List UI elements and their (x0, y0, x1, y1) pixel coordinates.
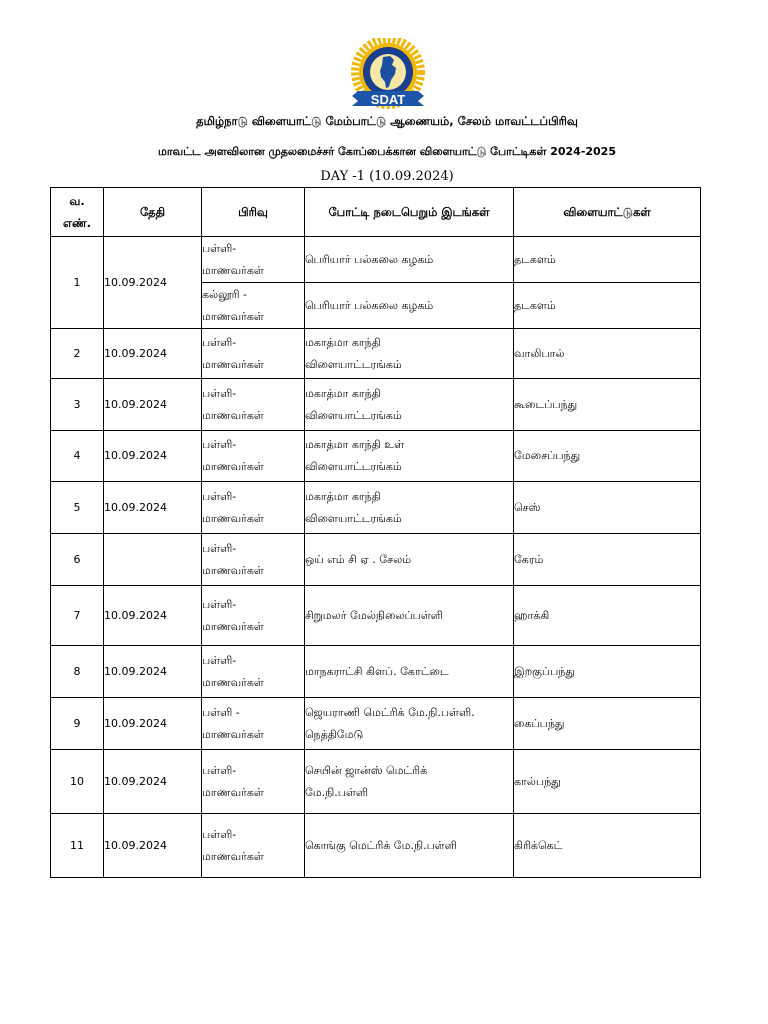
serial-number-cell: 3 (51, 379, 104, 431)
category-cell: பள்ளி- மாணவர்கள் (202, 814, 305, 878)
sdat-logo (350, 38, 426, 116)
serial-number-cell: 8 (51, 646, 104, 698)
organization-title: தமிழ்நாடு விளையாட்டு மேம்பாட்டு ஆணையம், சேலம் மாவட்டப்பிரிவு (196, 114, 578, 128)
serial-number-cell: 11 (51, 814, 104, 878)
venue-cell: மாநகராட்சி கிளப். கோட்டை (305, 646, 514, 698)
date-cell: 10.09.2024 (104, 814, 202, 878)
date-cell: 10.09.2024 (104, 586, 202, 646)
header-venue: போட்டி நடைபெறும் இடங்கள் (305, 188, 514, 237)
serial-number-cell: 7 (51, 586, 104, 646)
date-cell: 10.09.2024 (104, 750, 202, 814)
table-row (51, 586, 701, 646)
venue-cell: மகாத்மா காந்தி விளையாட்டரங்கம் (305, 329, 514, 379)
date-cell: 10.09.2024 (104, 237, 202, 329)
date-cell: 10.09.2024 (104, 646, 202, 698)
sport-cell: கேரம் (514, 534, 701, 586)
sport-cell: வாலிபால் (514, 329, 701, 379)
header-serial-number: வ. எண். (51, 188, 104, 237)
sport-cell: ஹாக்கி (514, 586, 701, 646)
venue-cell: மகாத்மா காந்தி உள் விளையாட்டரங்கம் (305, 431, 514, 482)
sport-cell: கைப்பந்து (514, 698, 701, 750)
logo-text: SDAT (370, 92, 406, 107)
sport-cell: கூடைப்பந்து (514, 379, 701, 431)
sport-cell: செஸ் (514, 482, 701, 534)
venue-cell: பெரியார் பல்கலை கழகம் (305, 283, 514, 329)
category-cell: பள்ளி- மாணவர்கள் (202, 750, 305, 814)
category-cell: பள்ளி- மாணவர்கள் (202, 329, 305, 379)
date-cell: 10.09.2024 (104, 698, 202, 750)
header-sport: விளையாட்டுகள் (514, 188, 701, 237)
venue-cell: மகாத்மா காந்தி விளையாட்டரங்கம் (305, 482, 514, 534)
venue-cell: சிறுமலர் மேல்நிலைப்பள்ளி (305, 586, 514, 646)
sport-cell: இறகுப்பந்து (514, 646, 701, 698)
category-cell: பள்ளி- மாணவர்கள் (202, 646, 305, 698)
date-cell (104, 534, 202, 586)
serial-number-cell: 4 (51, 431, 104, 482)
event-title: மாவட்ட அளவிலான முதலமைச்சர் கோப்பைக்கான விளையாட்டு போட்டிகள் 2024-2025 (158, 145, 616, 158)
category-cell: பள்ளி- மாணவர்கள் (202, 482, 305, 534)
serial-number-cell: 6 (51, 534, 104, 586)
serial-number-cell: 10 (51, 750, 104, 814)
table-row (51, 482, 701, 534)
schedule-table (50, 187, 701, 878)
sport-cell: தடகளம் (514, 283, 701, 329)
header-category: பிரிவு (202, 188, 305, 237)
category-cell: பள்ளி- மாணவர்கள் (202, 431, 305, 482)
category-cell: பள்ளி- மாணவர்கள் (202, 534, 305, 586)
table-row (51, 646, 701, 698)
date-cell: 10.09.2024 (104, 431, 202, 482)
serial-number-cell: 5 (51, 482, 104, 534)
sport-cell: மேசைப்பந்து (514, 431, 701, 482)
table-row (51, 814, 701, 878)
venue-cell: பெரியார் பல்கலை கழகம் (305, 237, 514, 283)
date-cell: 10.09.2024 (104, 379, 202, 431)
category-cell: பள்ளி- மாணவர்கள் (202, 237, 305, 283)
date-cell: 10.09.2024 (104, 329, 202, 379)
venue-cell: மகாத்மா காந்தி விளையாட்டரங்கம் (305, 379, 514, 431)
category-cell: கல்லூரி - மாணவர்கள் (202, 283, 305, 329)
table-row (51, 431, 701, 482)
venue-cell: ஜெயராணி மெட்ரிக் மே.நி.பள்ளி. நெத்திமேடு (305, 698, 514, 750)
venue-cell: செயின் ஜான்ஸ் மெட்ரிக் மே.நி.பள்ளி (305, 750, 514, 814)
sport-cell: தடகளம் (514, 237, 701, 283)
serial-number-cell: 9 (51, 698, 104, 750)
header-row (51, 188, 701, 237)
day-label: DAY -1 (10.09.2024) (320, 169, 454, 184)
table-row (51, 750, 701, 814)
sport-cell: கால்பந்து (514, 750, 701, 814)
serial-number-cell: 2 (51, 329, 104, 379)
table-row (51, 237, 701, 283)
category-cell: பள்ளி- மாணவர்கள் (202, 586, 305, 646)
date-cell: 10.09.2024 (104, 482, 202, 534)
category-cell: பள்ளி - மாணவர்கள் (202, 698, 305, 750)
header-date: தேதி (104, 188, 202, 237)
table-row (51, 329, 701, 379)
serial-number-cell: 1 (51, 237, 104, 329)
table-row (51, 379, 701, 431)
venue-cell: கொங்கு மெட்ரிக் மே.நி.பள்ளி (305, 814, 514, 878)
table-row (51, 698, 701, 750)
sport-cell: கிரிக்கெட் (514, 814, 701, 878)
venue-cell: ஒய் எம் சி ஏ . சேலம் (305, 534, 514, 586)
table-row (51, 534, 701, 586)
category-cell: பள்ளி- மாணவர்கள் (202, 379, 305, 431)
